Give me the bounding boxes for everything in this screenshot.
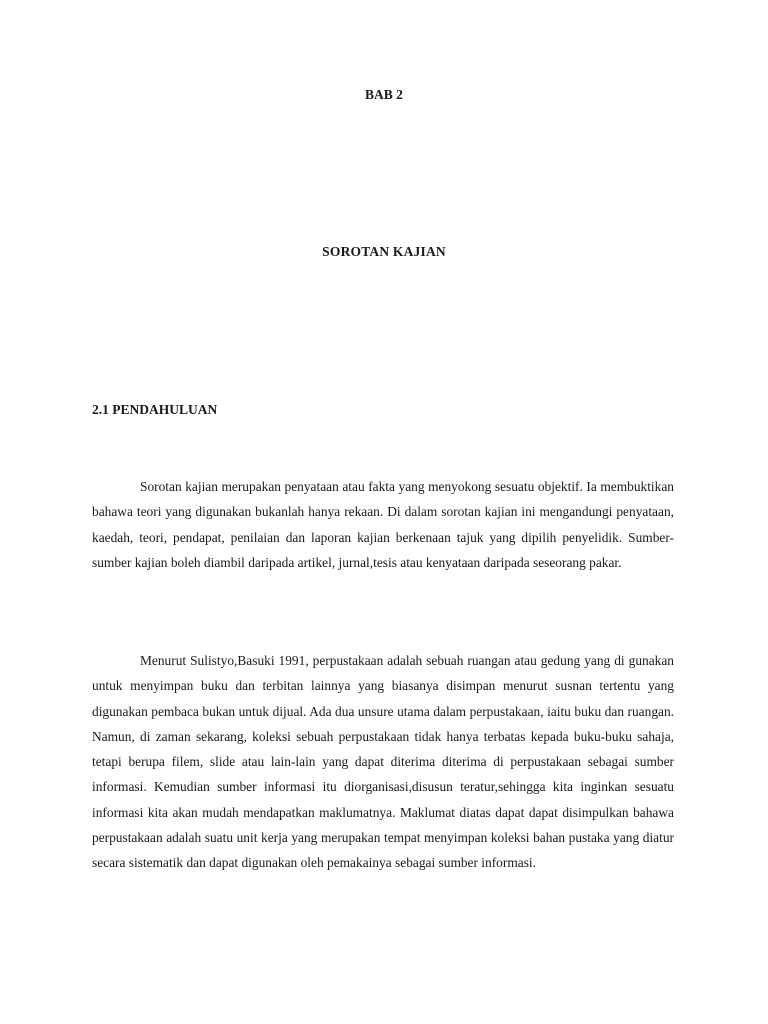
paragraph-definition: Menurut Sulistyo,Basuki 1991, perpustakaan adalah sebuah ruangan atau gedung yang di gunakan untuk menyimpan buku dan terbitan lainnya yang biasanya disimpan menurut susnan tertentu yang digunakan pembaca bukan untuk dijual. Ada dua unsure utama dalam perpustakaan, iaitu buku dan ruangan. Namun, di zaman sekarang, koleksi sebuah perpustakaan tidak hanya terbatas kepada buku-buku sahaja, tetapi berupa filem, slide atau lain-lain yang dapat diterima diterima di perpustakaan sebagai sumber informasi. Kemudian sumber informasi itu diorganisasi,disusun teratur,sehingga kita inginkan sesuatu informasi kita akan mudah mendapatkan maklumatnya. Maklumat diatas dapat dapat disimpulkan bahawa perpustakaan adalah suatu unit kerja yang merupakan tempat menyimpan koleksi bahan pustaka yang diatur secara sistematik dan dapat digunakan oleh pemakainya sebagai sumber informasi. [92, 653, 674, 871]
chapter-number: BAB 2 [365, 87, 403, 102]
section-heading: 2.1 PENDAHULUAN [92, 402, 218, 417]
chapter-title: SOROTAN KAJIAN [322, 244, 446, 259]
paragraph-intro: Sorotan kajian merupakan penyataan atau fakta yang menyokong sesuatu objektif. Ia membuktikan bahawa teori yang digunakan bukanlah hanya rekaan. Di dalam sorotan kajian ini mengandungi penyataan, kaedah, teori, pendapat, penilaian dan laporan kajian berkenaan tajuk yang dipilih penyelidik. Sumber-sumber kajian boleh diambil daripada artikel, jurnal,tesis atau kenyataan daripada seseorang pakar. [92, 479, 674, 570]
